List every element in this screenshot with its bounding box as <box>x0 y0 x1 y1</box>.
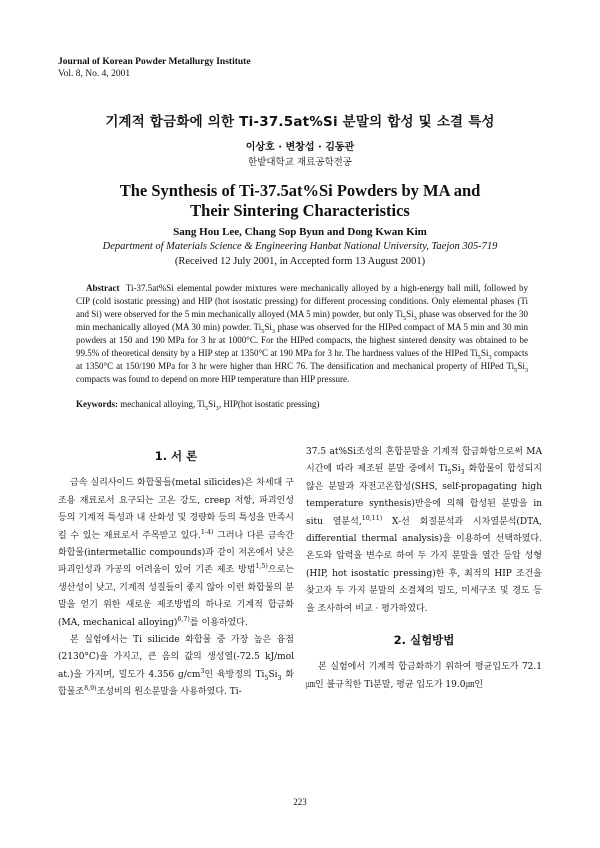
subscript: 5 <box>514 366 518 374</box>
body-text: 조성비의 원소분말을 사용하였다. Ti- <box>96 687 242 698</box>
subscript: 3 <box>271 327 276 335</box>
citation: 1,5) <box>255 563 268 571</box>
citation: 8,9) <box>84 685 97 693</box>
abstract-text: phase was observed for the 30 min mechanically alloyed (MA 30 min) powder. Ti <box>76 309 528 332</box>
english-title-line-2: Their Sintering Characteristics <box>190 201 410 220</box>
subscript: 5 <box>477 353 481 361</box>
subscript: 5 <box>447 469 452 477</box>
english-authors: Sang Hou Lee, Chang Sop Byun and Dong Kwan Kim <box>173 226 427 238</box>
english-title <box>0 181 600 221</box>
journal-name: Journal of Korean Powder Metallurgy Institute <box>58 57 251 67</box>
subscript: 3 <box>277 674 282 682</box>
keywords <box>76 399 528 412</box>
body-text: 37.5 at%Si조성의 혼합분말을 기계적 합금화함으로써 MA 시간에 따라 제조된 분말 중에서 Ti <box>306 447 542 475</box>
body-text: 화합물이 합성되지 않은 분말과 자전고온합성(SHS, self-propagating high temperature synthesis)반응에 의해 합성된 분말을 in situ 열분석, <box>306 464 542 527</box>
citation: 10,11) <box>361 514 383 522</box>
received-dates: (Received 12 July 2001, in Accepted form 13 August 2001) <box>174 256 426 267</box>
subscript: 5 <box>205 404 209 412</box>
paragraph <box>58 632 294 702</box>
subscript: 3 <box>413 314 417 322</box>
body-text: 금속 실리사이드 화합물들(metal silicides)은 차세대 구조용 재료로서 요구되는 고온 강도, creep 저항, 파괴인성 등의 기계적 특성과 내 산화성 및 경량화 등의 특성을 만족시킬 수 있는 재료로서 주목받고 있다. <box>58 478 294 541</box>
abstract-text: Si <box>406 309 414 319</box>
section-1-heading: 1. 서 론 <box>154 449 198 463</box>
right-column <box>306 444 542 694</box>
abstract-text: Si <box>264 322 272 332</box>
subscript: 3 <box>524 366 528 374</box>
subscript: 5 <box>264 674 269 682</box>
abstract-text: compacts at 1350°C at 150/190 MPa for 3 hr were higher than HRC 76. The densification and mechanical property of HIPed Ti <box>76 348 528 371</box>
korean-affiliation: 한밭대학교 재료공학전공 <box>248 157 352 168</box>
korean-authors: 이상호 · 변창섭 · 김동관 <box>245 142 355 153</box>
paragraph <box>306 444 542 618</box>
body-text: 으로는 생산성이 낮고, 기계적 성질들이 좋지 않아 이런 화합물의 분말을 얻기 위한 새로운 제조방법의 하나로 기계적 합금화(MA, mechanical alloying) <box>58 565 294 628</box>
superscript: 3 <box>200 667 205 675</box>
abstract-label: Abstract <box>86 283 120 293</box>
english-title-line-1: The Synthesis of Ti-37.5at%Si Powders by MA and <box>119 181 481 200</box>
subscript: 3 <box>488 353 492 361</box>
keywords-text: Si <box>208 399 216 409</box>
abstract-text: Si <box>480 348 489 358</box>
abstract-text: compacts was found to depend on more HIP temperature than HIP pressure. <box>76 374 350 384</box>
abstract <box>76 282 528 386</box>
keywords-label: Keywords: <box>76 399 118 409</box>
body-text: 본 실험에서는 Ti silicide 화합물 중 가장 높은 융점(2130°C)을 가지고, 큰 음의 값의 생성열(-72.5 kJ/mol at.)을 가지며, 밀도가 4.356 g/cm <box>58 635 294 680</box>
english-affiliation: Department of Materials Science & Engineering Hanbat National University, Taejon 305-719 <box>102 241 498 252</box>
keywords-text: , HIP(hot isostatic pressing) <box>218 399 320 409</box>
subscript: 5 <box>402 314 407 322</box>
body-text: 본 실험에서 기계적 합금화하기 위하여 평균입도가 72.1 ㎛인 불규칙한 Ti분말, 평균 입도가 19.0㎛인 <box>306 662 542 690</box>
body-text: 인 육방정의 Ti <box>204 669 265 680</box>
abstract-text: Si <box>517 361 525 371</box>
journal-volume: Vol. 8, No. 4, 2001 <box>58 69 131 79</box>
left-column <box>58 448 294 702</box>
citation: 1-4) <box>200 528 214 536</box>
body-text: 를 이용하였다. <box>189 617 248 628</box>
page-number: 223 <box>293 797 307 807</box>
body-text: 그러나 다른 금속간 화합물(intermetallic compounds)과 같이 저온에서 낮은 파괴인성과 가공의 어려움이 있어 기존 제조 방법 <box>58 530 294 576</box>
journal-header <box>58 56 251 80</box>
korean-title: 기계적 합금화에 의한 Ti-37.5at%Si 분말의 합성 및 소결 특성 <box>105 114 495 130</box>
paragraph <box>306 659 542 694</box>
citation: 6,7) <box>177 615 190 623</box>
subscript: 3 <box>460 469 465 477</box>
paragraph <box>58 475 294 632</box>
section-2-heading: 2. 실험방법 <box>393 633 455 648</box>
body-text: Si <box>268 669 278 680</box>
abstract-text: Ti-37.5at%Si elemental powder mixtures were mechanically alloyed by a high-energy ball mill, followed by CIP (cold isostatic pressing) and HIP (hot isostatic pressing) for different processing conditions. Only elemental phases (Ti and Si) were observed for the 5 min mechanically alloyed (MA 5 min) powder, but only Ti <box>76 283 529 319</box>
body-text: Si <box>451 464 461 475</box>
abstract-text: phase was observed for the HIPed compact of MA 5 min and 30 min powders at 150 and 190 MPa for 3 hr at 1000°C. For the HIPed compacts, the highest sintered density was obtained to be 99.5% of theoretical density by a HIP step at 1350°C at 190 MPa for 3 hr. The hardness values of the HIPed Ti <box>76 322 528 358</box>
subscript: 3 <box>215 404 219 412</box>
body-text: 화합물조 <box>58 669 294 698</box>
keywords-text: mechanical alloying, Ti <box>118 399 205 409</box>
subscript: 5 <box>261 327 265 335</box>
body-text: X-선 회절분석과 시차열분석(DTA, differential thermal analysis)을 이용하여 선택하였다. 온도와 압력을 변수로 하여 두 가지 분말을 열간 등압 성형(HIP, hot isostatic pressing)한 후, 최적의 HIP 조건을 찾고자 두 가지 분말의 소결체의 밀도, 미세구조 및 경도 등을 조사하여 비교 · 평가하였다. <box>306 516 542 614</box>
